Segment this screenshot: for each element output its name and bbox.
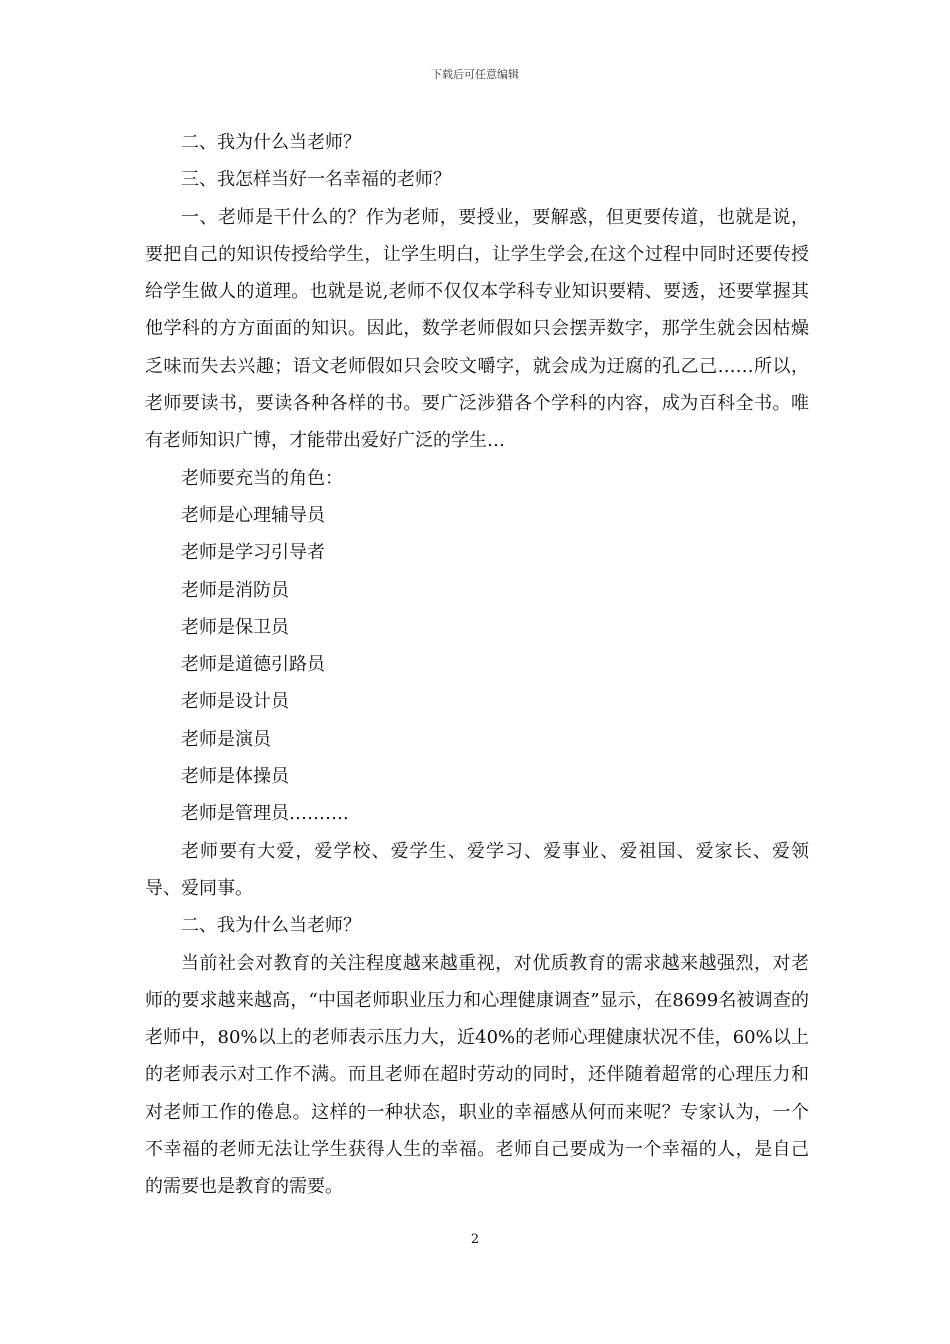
- heading-why-teacher-repeat: 二、我为什么当老师？: [181, 915, 361, 937]
- role-item: 老师是道德引路员: [181, 654, 325, 676]
- role-item: 老师是学习引导者: [181, 542, 325, 564]
- role-item: 老师是体操员: [181, 766, 289, 788]
- role-item: 老师是设计员: [181, 691, 289, 713]
- role-item: 老师是管理员……….: [181, 803, 349, 825]
- heading-happy-teacher: 三、我怎样当好一名幸福的老师？: [181, 169, 451, 191]
- paragraph-teacher-role: 一、老师是干什么的？作为老师，要授业，要解惑，但更要传道，也就是说，要把自己的知识传授给学生，让学生明白，让学生学会,在这个过程中同时还要传授给学生做人的道理。也就是说,老师不仅仅本学科专业知识要精、要透，还要掌握其他学科的方方面面的知识。因此，数学老师假如只会摆弄数字，那学生就会因枯燥乏味而失去兴趣；语文老师假如只会咬文嚼字，就会成为迂腐的孔乙己……所以，老师要读书，要读各种各样的书。要广泛涉猎各个学科的内容，成为百科全书。唯有老师知识广博，才能带出爱好广泛的学生…: [145, 206, 809, 452]
- role-item: 老师是心理辅导员: [181, 504, 325, 526]
- heading-why-teacher: 二、我为什么当老师？: [181, 132, 361, 153]
- page-number: 2: [470, 1232, 480, 1247]
- document-body: [145, 124, 809, 1206]
- roles-heading: 老师要充当的角色：: [181, 467, 343, 489]
- role-item: 老师是消防员: [181, 579, 289, 601]
- paragraph-pressure-survey: 当前社会对教育的关注程度越来越重视，对优质教育的需求越来越强烈，对老师的要求越来越高，“中国老师职业压力和心理健康调查”显示，在8699名被调查的老师中，80%以上的老师表示压力大，近40%的老师心理健康状况不佳，60%以上的老师表示对工作不满。而且老师在超时劳动的同时，还伴随着超常的心理压力和对老师工作的倦息。这样的一种状态，职业的幸福感从何而来呢？专家认为，一个不幸福的老师无法让学生获得人生的幸福。老师自己要成为一个幸福的人，是自己的需要也是教育的需要。: [145, 952, 809, 1198]
- role-item: 老师是保卫员: [181, 616, 289, 638]
- paragraph-great-love: 老师要有大爱，爱学校、爱学生、爱学习、爱事业、爱祖国、爱家长、爱领导、爱同事。: [145, 840, 809, 899]
- role-item: 老师是演员: [181, 728, 271, 750]
- page-header: 下载后可任意编辑: [431, 68, 519, 81]
